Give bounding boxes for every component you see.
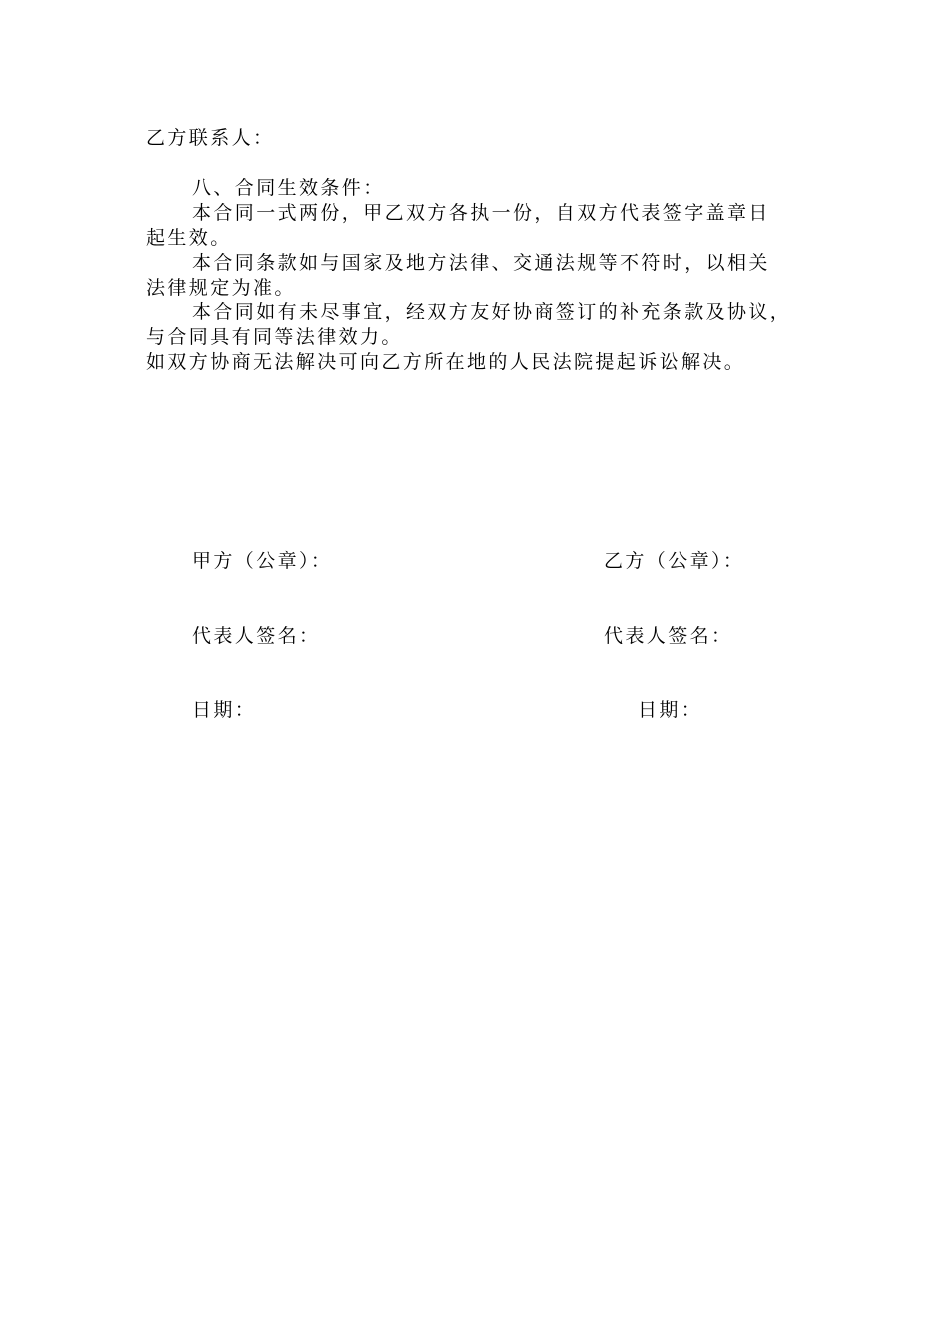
paragraph-line: 本合同条款如与国家及地方法律、交通法规等不符时，以相关 <box>192 252 770 274</box>
party-b-contact-label: 乙方联系人： <box>146 127 275 149</box>
party-a-seal-label: 甲方（公章）： <box>192 550 333 572</box>
paragraph-line: 与合同具有同等法律效力。 <box>146 326 403 348</box>
paragraph-line: 本合同如有未尽事宜，经双方友好协商签订的补充条款及协议， <box>192 301 792 323</box>
paragraph-line: 法律规定为准。 <box>146 277 296 299</box>
dispute-clause: 如双方协商无法解决可向乙方所在地的人民法院提起诉讼解决。 <box>146 351 746 373</box>
party-a-date-label: 日期： <box>192 699 257 721</box>
party-b-seal-label: 乙方（公章）： <box>604 550 745 572</box>
paragraph-line: 起生效。 <box>146 227 232 249</box>
paragraph-line: 本合同一式两份，甲乙双方各执一份，自双方代表签字盖章日 <box>192 202 770 224</box>
section-heading: 八、合同生效条件： <box>192 177 385 199</box>
party-b-rep-label: 代表人签名： <box>604 625 733 647</box>
party-a-rep-label: 代表人签名： <box>192 625 321 647</box>
party-b-date-label: 日期： <box>638 699 703 721</box>
